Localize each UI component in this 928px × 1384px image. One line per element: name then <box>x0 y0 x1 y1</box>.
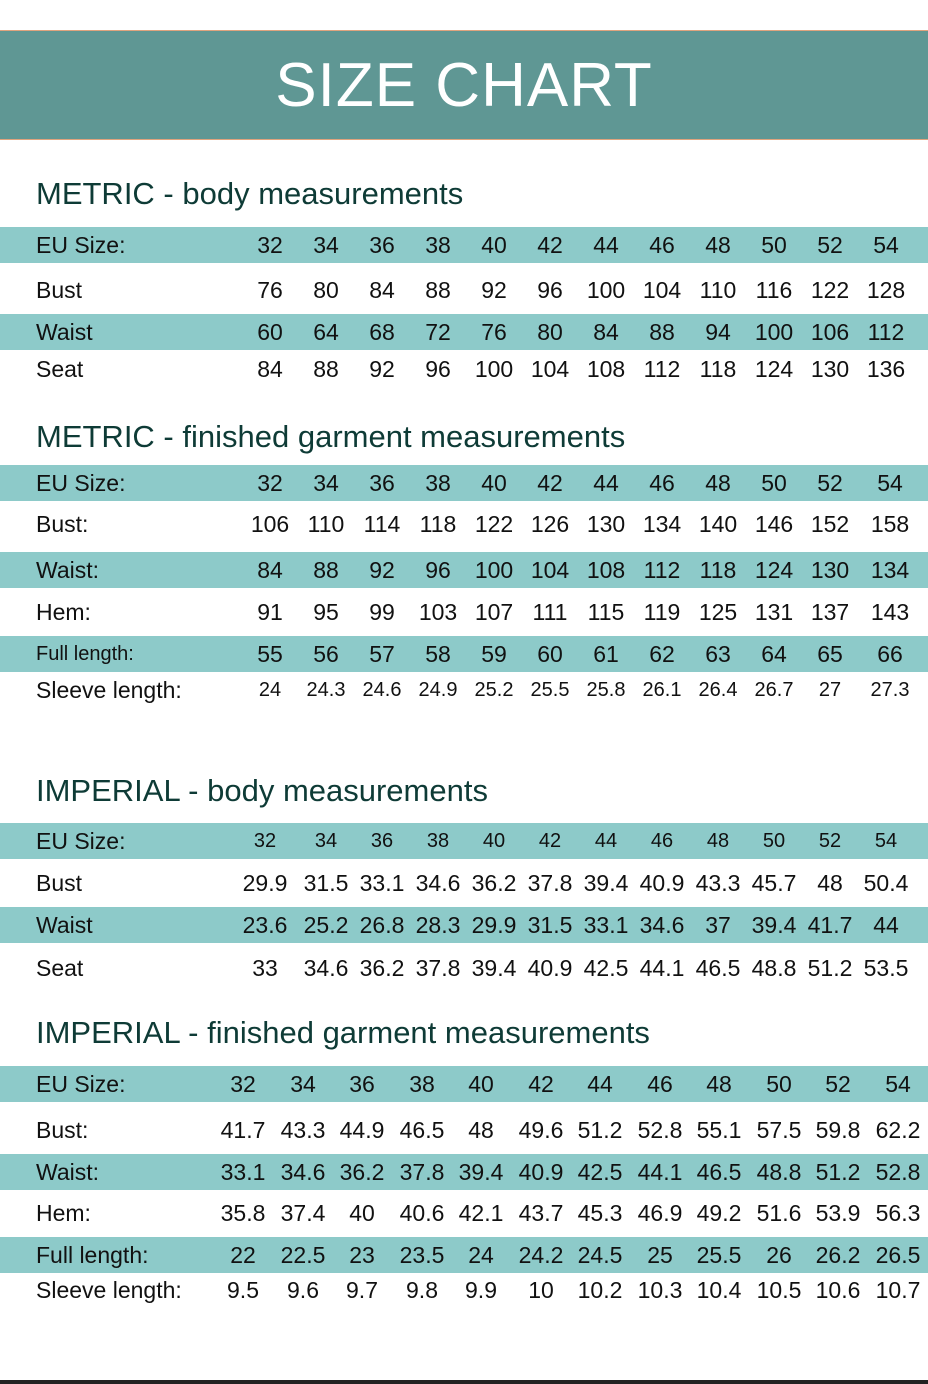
table-cell: 72 <box>425 319 451 345</box>
table-cell: 38 <box>425 232 451 258</box>
table-cell: 25.5 <box>530 679 570 701</box>
table-cell: 46 <box>647 1071 673 1097</box>
table-cell: 9.6 <box>287 1277 319 1303</box>
table-cell: 46 <box>649 232 675 258</box>
row-label: Bust <box>36 870 83 896</box>
table-cell: 46 <box>650 830 674 852</box>
table-cell: 37.8 <box>415 955 461 981</box>
table-cell: 50 <box>761 470 787 496</box>
table-cell: 24.5 <box>577 1242 623 1268</box>
table-cell: 88 <box>425 277 451 303</box>
table-cell: 24 <box>468 1242 494 1268</box>
table-cell: 40.6 <box>399 1200 445 1226</box>
table-cell: 49.6 <box>518 1117 564 1143</box>
row-label: Seat <box>36 955 84 981</box>
table-cell: 95 <box>313 599 339 625</box>
table-cell: 146 <box>754 511 794 537</box>
row-label: Bust: <box>36 1117 89 1143</box>
table-cell: 33.1 <box>220 1159 266 1185</box>
table-cell: 111 <box>532 599 568 625</box>
table-cell: 52 <box>825 1071 851 1097</box>
table-cell: 35.8 <box>220 1200 266 1226</box>
table-cell: 76 <box>481 319 507 345</box>
table-cell: 39.4 <box>471 955 517 981</box>
table-cell: 24 <box>258 679 282 701</box>
bottom-border <box>0 1380 928 1384</box>
table-cell: 37 <box>705 912 731 938</box>
table-cell: 140 <box>698 511 738 537</box>
table-cell: 22 <box>230 1242 256 1268</box>
table-cell: 43.3 <box>695 870 741 896</box>
table-cell: 124 <box>754 356 794 382</box>
table-cell: 55.1 <box>696 1117 742 1143</box>
table-cell: 96 <box>425 557 451 583</box>
table-cell: 88 <box>313 356 339 382</box>
row-label: EU Size: <box>36 828 126 854</box>
table-cell: 116 <box>755 277 793 303</box>
table-cell: 48 <box>468 1117 494 1143</box>
table-cell: 40.9 <box>518 1159 564 1185</box>
table-cell: 44 <box>587 1071 613 1097</box>
table-cell: 31.5 <box>303 870 349 896</box>
table-cell: 42 <box>537 232 563 258</box>
table-cell: 44.1 <box>637 1159 683 1185</box>
table-cell: 48 <box>705 232 731 258</box>
table-cell: 52 <box>817 232 843 258</box>
table-cell: 54 <box>885 1071 911 1097</box>
table-cell: 40.9 <box>527 955 573 981</box>
table-cell: 9.7 <box>346 1277 378 1303</box>
table-cell: 63 <box>705 641 731 667</box>
table-cell: 130 <box>586 511 626 537</box>
table-cell: 54 <box>874 830 898 852</box>
table-cell: 50 <box>766 1071 792 1097</box>
table-cell: 46 <box>649 470 675 496</box>
table-cell: 34 <box>314 830 338 852</box>
table-cell: 29.9 <box>242 870 288 896</box>
table-cell: 134 <box>870 557 910 583</box>
row-band <box>0 465 928 501</box>
table-cell: 42 <box>538 830 562 852</box>
table-cell: 42.1 <box>458 1200 504 1226</box>
table-cell: 40 <box>468 1071 494 1097</box>
table-cell: 80 <box>313 277 339 303</box>
table-cell: 43.7 <box>518 1200 564 1226</box>
row-label: Full length: <box>36 643 134 665</box>
table-cell: 51.2 <box>807 955 853 981</box>
table-cell: 131 <box>754 599 794 625</box>
table-cell: 25.5 <box>696 1242 742 1268</box>
table-cell: 124 <box>754 557 794 583</box>
table-cell: 37.4 <box>280 1200 326 1226</box>
table-cell: 92 <box>369 356 395 382</box>
table-cell: 44 <box>594 830 618 852</box>
table-cell: 40 <box>349 1200 375 1226</box>
row-label: Bust: <box>36 511 89 537</box>
table-cell: 107 <box>474 599 514 625</box>
table-cell: 26.7 <box>754 679 794 701</box>
header-banner <box>0 30 928 140</box>
table-cell: 26.2 <box>815 1242 861 1268</box>
table-cell: 48 <box>817 870 843 896</box>
table-cell: 53.5 <box>863 955 909 981</box>
table-cell: 45.3 <box>577 1200 623 1226</box>
table-cell: 125 <box>698 599 738 625</box>
table-cell: 36.2 <box>339 1159 385 1185</box>
table-cell: 9.5 <box>227 1277 259 1303</box>
row-label: Waist: <box>36 1159 100 1185</box>
table-cell: 42 <box>537 470 563 496</box>
table-cell: 57.5 <box>756 1117 802 1143</box>
table-cell: 26.1 <box>642 679 682 701</box>
section-title: IMPERIAL - body measurements <box>36 773 488 808</box>
row-label: Waist <box>36 912 93 938</box>
table-cell: 41.7 <box>220 1117 266 1143</box>
table-cell: 36.2 <box>471 870 517 896</box>
table-cell: 36.2 <box>359 955 405 981</box>
table-cell: 104 <box>530 557 570 583</box>
table-cell: 64 <box>313 319 339 345</box>
table-cell: 33 <box>252 955 278 981</box>
table-cell: 60 <box>537 641 563 667</box>
table-cell: 126 <box>530 511 570 537</box>
table-cell: 10.5 <box>756 1277 802 1303</box>
table-cell: 34.6 <box>303 955 349 981</box>
table-cell: 119 <box>643 599 681 625</box>
table-cell: 42.5 <box>577 1159 623 1185</box>
table-cell: 38 <box>409 1071 435 1097</box>
table-cell: 44 <box>593 470 619 496</box>
table-cell: 27 <box>818 679 842 701</box>
table-cell: 54 <box>873 232 899 258</box>
table-cell: 137 <box>810 599 850 625</box>
table-cell: 62 <box>649 641 675 667</box>
table-cell: 108 <box>586 557 626 583</box>
table-cell: 25.8 <box>586 679 626 701</box>
table-cell: 9.8 <box>406 1277 438 1303</box>
row-label: Hem: <box>36 599 91 625</box>
table-cell: 10.2 <box>577 1277 623 1303</box>
row-band <box>0 227 928 263</box>
table-cell: 64 <box>761 641 787 667</box>
table-cell: 50 <box>761 232 787 258</box>
table-cell: 39.4 <box>458 1159 504 1185</box>
table-cell: 23.6 <box>242 912 288 938</box>
table-cell: 22.5 <box>280 1242 326 1268</box>
table-cell: 112 <box>643 557 681 583</box>
row-label: Bust <box>36 277 83 303</box>
table-cell: 25.2 <box>303 912 349 938</box>
table-cell: 31.5 <box>527 912 573 938</box>
row-label: Sleeve length: <box>36 1277 182 1303</box>
row-band <box>0 636 928 672</box>
table-cell: 26 <box>766 1242 792 1268</box>
table-cell: 91 <box>257 599 283 625</box>
table-cell: 10.7 <box>875 1277 921 1303</box>
table-cell: 32 <box>257 232 283 258</box>
table-cell: 10.4 <box>696 1277 742 1303</box>
table-cell: 122 <box>474 511 514 537</box>
table-cell: 52 <box>818 830 842 852</box>
table-cell: 68 <box>369 319 395 345</box>
table-cell: 25.2 <box>474 679 514 701</box>
table-cell: 59 <box>481 641 507 667</box>
table-cell: 33.1 <box>583 912 629 938</box>
row-label: EU Size: <box>36 232 126 258</box>
table-cell: 40 <box>481 232 507 258</box>
table-cell: 57 <box>369 641 395 667</box>
row-label: Waist: <box>36 557 100 583</box>
table-cell: 108 <box>586 356 626 382</box>
table-cell: 118 <box>699 557 737 583</box>
table-cell: 118 <box>699 356 737 382</box>
table-cell: 23 <box>349 1242 375 1268</box>
table-cell: 104 <box>530 356 570 382</box>
table-cell: 106 <box>810 319 850 345</box>
table-cell: 36 <box>369 470 395 496</box>
table-cell: 115 <box>587 599 625 625</box>
table-cell: 43.3 <box>280 1117 326 1143</box>
table-cell: 38 <box>426 830 450 852</box>
table-cell: 24.3 <box>306 679 346 701</box>
section-title: IMPERIAL - finished garment measurements <box>36 1015 650 1050</box>
table-cell: 32 <box>230 1071 256 1097</box>
table-cell: 40.9 <box>639 870 685 896</box>
table-cell: 51.2 <box>577 1117 623 1143</box>
table-cell: 36 <box>369 232 395 258</box>
table-cell: 96 <box>537 277 563 303</box>
table-cell: 52 <box>817 470 843 496</box>
table-cell: 39.4 <box>751 912 797 938</box>
table-cell: 34 <box>313 470 339 496</box>
table-cell: 51.2 <box>815 1159 861 1185</box>
table-cell: 40 <box>481 470 507 496</box>
table-cell: 45.7 <box>751 870 797 896</box>
table-cell: 122 <box>810 277 850 303</box>
table-cell: 37.8 <box>399 1159 445 1185</box>
row-label: EU Size: <box>36 1071 126 1097</box>
row-label: EU Size: <box>36 470 126 496</box>
table-cell: 42 <box>528 1071 554 1097</box>
table-cell: 84 <box>257 356 283 382</box>
table-cell: 27.3 <box>870 679 910 701</box>
table-cell: 56 <box>313 641 339 667</box>
table-cell: 49.2 <box>696 1200 742 1226</box>
table-cell: 34.6 <box>415 870 461 896</box>
table-cell: 34 <box>313 232 339 258</box>
table-cell: 28.3 <box>415 912 461 938</box>
row-label: Sleeve length: <box>36 677 182 703</box>
row-label: Seat <box>36 356 84 382</box>
table-cell: 66 <box>877 641 903 667</box>
table-cell: 44.1 <box>639 955 685 981</box>
table-cell: 50.4 <box>863 870 909 896</box>
table-cell: 103 <box>418 599 458 625</box>
page-title: SIZE CHART <box>275 50 653 120</box>
table-cell: 110 <box>307 511 345 537</box>
table-cell: 10.3 <box>637 1277 683 1303</box>
table-cell: 92 <box>481 277 507 303</box>
table-cell: 96 <box>425 356 451 382</box>
table-cell: 26.8 <box>359 912 405 938</box>
table-cell: 99 <box>369 599 395 625</box>
table-cell: 100 <box>474 557 514 583</box>
table-cell: 118 <box>419 511 457 537</box>
table-cell: 33.1 <box>359 870 405 896</box>
table-cell: 46.5 <box>399 1117 445 1143</box>
section-title: METRIC - finished garment measurements <box>36 419 626 454</box>
table-cell: 80 <box>537 319 563 345</box>
table-cell: 143 <box>870 599 910 625</box>
table-cell: 58 <box>425 641 451 667</box>
row-label: Hem: <box>36 1200 91 1226</box>
table-cell: 10.6 <box>815 1277 861 1303</box>
table-cell: 55 <box>257 641 283 667</box>
table-cell: 60 <box>257 319 283 345</box>
table-cell: 130 <box>810 557 850 583</box>
table-cell: 158 <box>870 511 910 537</box>
table-cell: 42.5 <box>583 955 629 981</box>
table-cell: 36 <box>370 830 394 852</box>
table-cell: 52.8 <box>637 1117 683 1143</box>
table-cell: 152 <box>810 511 850 537</box>
table-cell: 110 <box>699 277 737 303</box>
table-cell: 114 <box>363 511 401 537</box>
table-cell: 23.5 <box>399 1242 445 1268</box>
table-cell: 128 <box>866 277 906 303</box>
table-cell: 46.9 <box>637 1200 683 1226</box>
section-title: METRIC - body measurements <box>36 176 464 211</box>
table-cell: 34 <box>290 1071 316 1097</box>
table-cell: 65 <box>817 641 843 667</box>
table-cell: 48.8 <box>751 955 797 981</box>
table-cell: 38 <box>425 470 451 496</box>
table-cell: 24.2 <box>518 1242 564 1268</box>
table-cell: 48 <box>706 1071 732 1097</box>
table-cell: 53.9 <box>815 1200 861 1226</box>
table-cell: 46.5 <box>696 1159 742 1185</box>
table-cell: 26.4 <box>698 679 738 701</box>
table-cell: 84 <box>369 277 395 303</box>
table-cell: 61 <box>593 641 619 667</box>
table-cell: 84 <box>257 557 283 583</box>
table-cell: 54 <box>877 470 903 496</box>
table-cell: 59.8 <box>815 1117 861 1143</box>
table-cell: 100 <box>754 319 794 345</box>
table-cell: 92 <box>369 557 395 583</box>
table-cell: 40 <box>482 830 506 852</box>
table-cell: 10 <box>528 1277 554 1303</box>
table-cell: 130 <box>810 356 850 382</box>
table-cell: 88 <box>649 319 675 345</box>
table-cell: 24.9 <box>418 679 458 701</box>
table-cell: 88 <box>313 557 339 583</box>
table-cell: 134 <box>642 511 682 537</box>
table-cell: 136 <box>866 356 906 382</box>
table-cell: 94 <box>705 319 731 345</box>
table-cell: 50 <box>762 830 786 852</box>
table-cell: 34.6 <box>280 1159 326 1185</box>
table-cell: 112 <box>643 356 681 382</box>
table-cell: 76 <box>257 277 283 303</box>
table-cell: 104 <box>642 277 682 303</box>
table-cell: 25 <box>647 1242 673 1268</box>
table-cell: 9.9 <box>465 1277 497 1303</box>
table-cell: 112 <box>867 319 905 345</box>
table-cell: 37.8 <box>527 870 573 896</box>
table-cell: 62.2 <box>875 1117 921 1143</box>
table-cell: 56.3 <box>875 1200 921 1226</box>
row-label: Full length: <box>36 1242 149 1268</box>
table-cell: 100 <box>586 277 626 303</box>
table-cell: 84 <box>593 319 619 345</box>
table-cell: 44.9 <box>339 1117 385 1143</box>
table-cell: 44 <box>593 232 619 258</box>
table-cell: 46.5 <box>695 955 741 981</box>
table-cell: 48 <box>706 830 730 852</box>
table-cell: 106 <box>250 511 290 537</box>
table-cell: 48.8 <box>756 1159 802 1185</box>
table-cell: 52.8 <box>875 1159 921 1185</box>
table-cell: 44 <box>873 912 899 938</box>
table-cell: 24.6 <box>362 679 402 701</box>
row-band <box>0 823 928 859</box>
table-cell: 29.9 <box>471 912 517 938</box>
row-label: Waist <box>36 319 93 345</box>
table-cell: 36 <box>349 1071 375 1097</box>
table-cell: 39.4 <box>583 870 629 896</box>
table-cell: 26.5 <box>875 1242 921 1268</box>
table-cell: 41.7 <box>807 912 853 938</box>
table-cell: 48 <box>705 470 731 496</box>
table-cell: 32 <box>253 830 277 852</box>
table-cell: 32 <box>257 470 283 496</box>
table-cell: 51.6 <box>756 1200 802 1226</box>
table-cell: 34.6 <box>639 912 685 938</box>
table-cell: 100 <box>474 356 514 382</box>
